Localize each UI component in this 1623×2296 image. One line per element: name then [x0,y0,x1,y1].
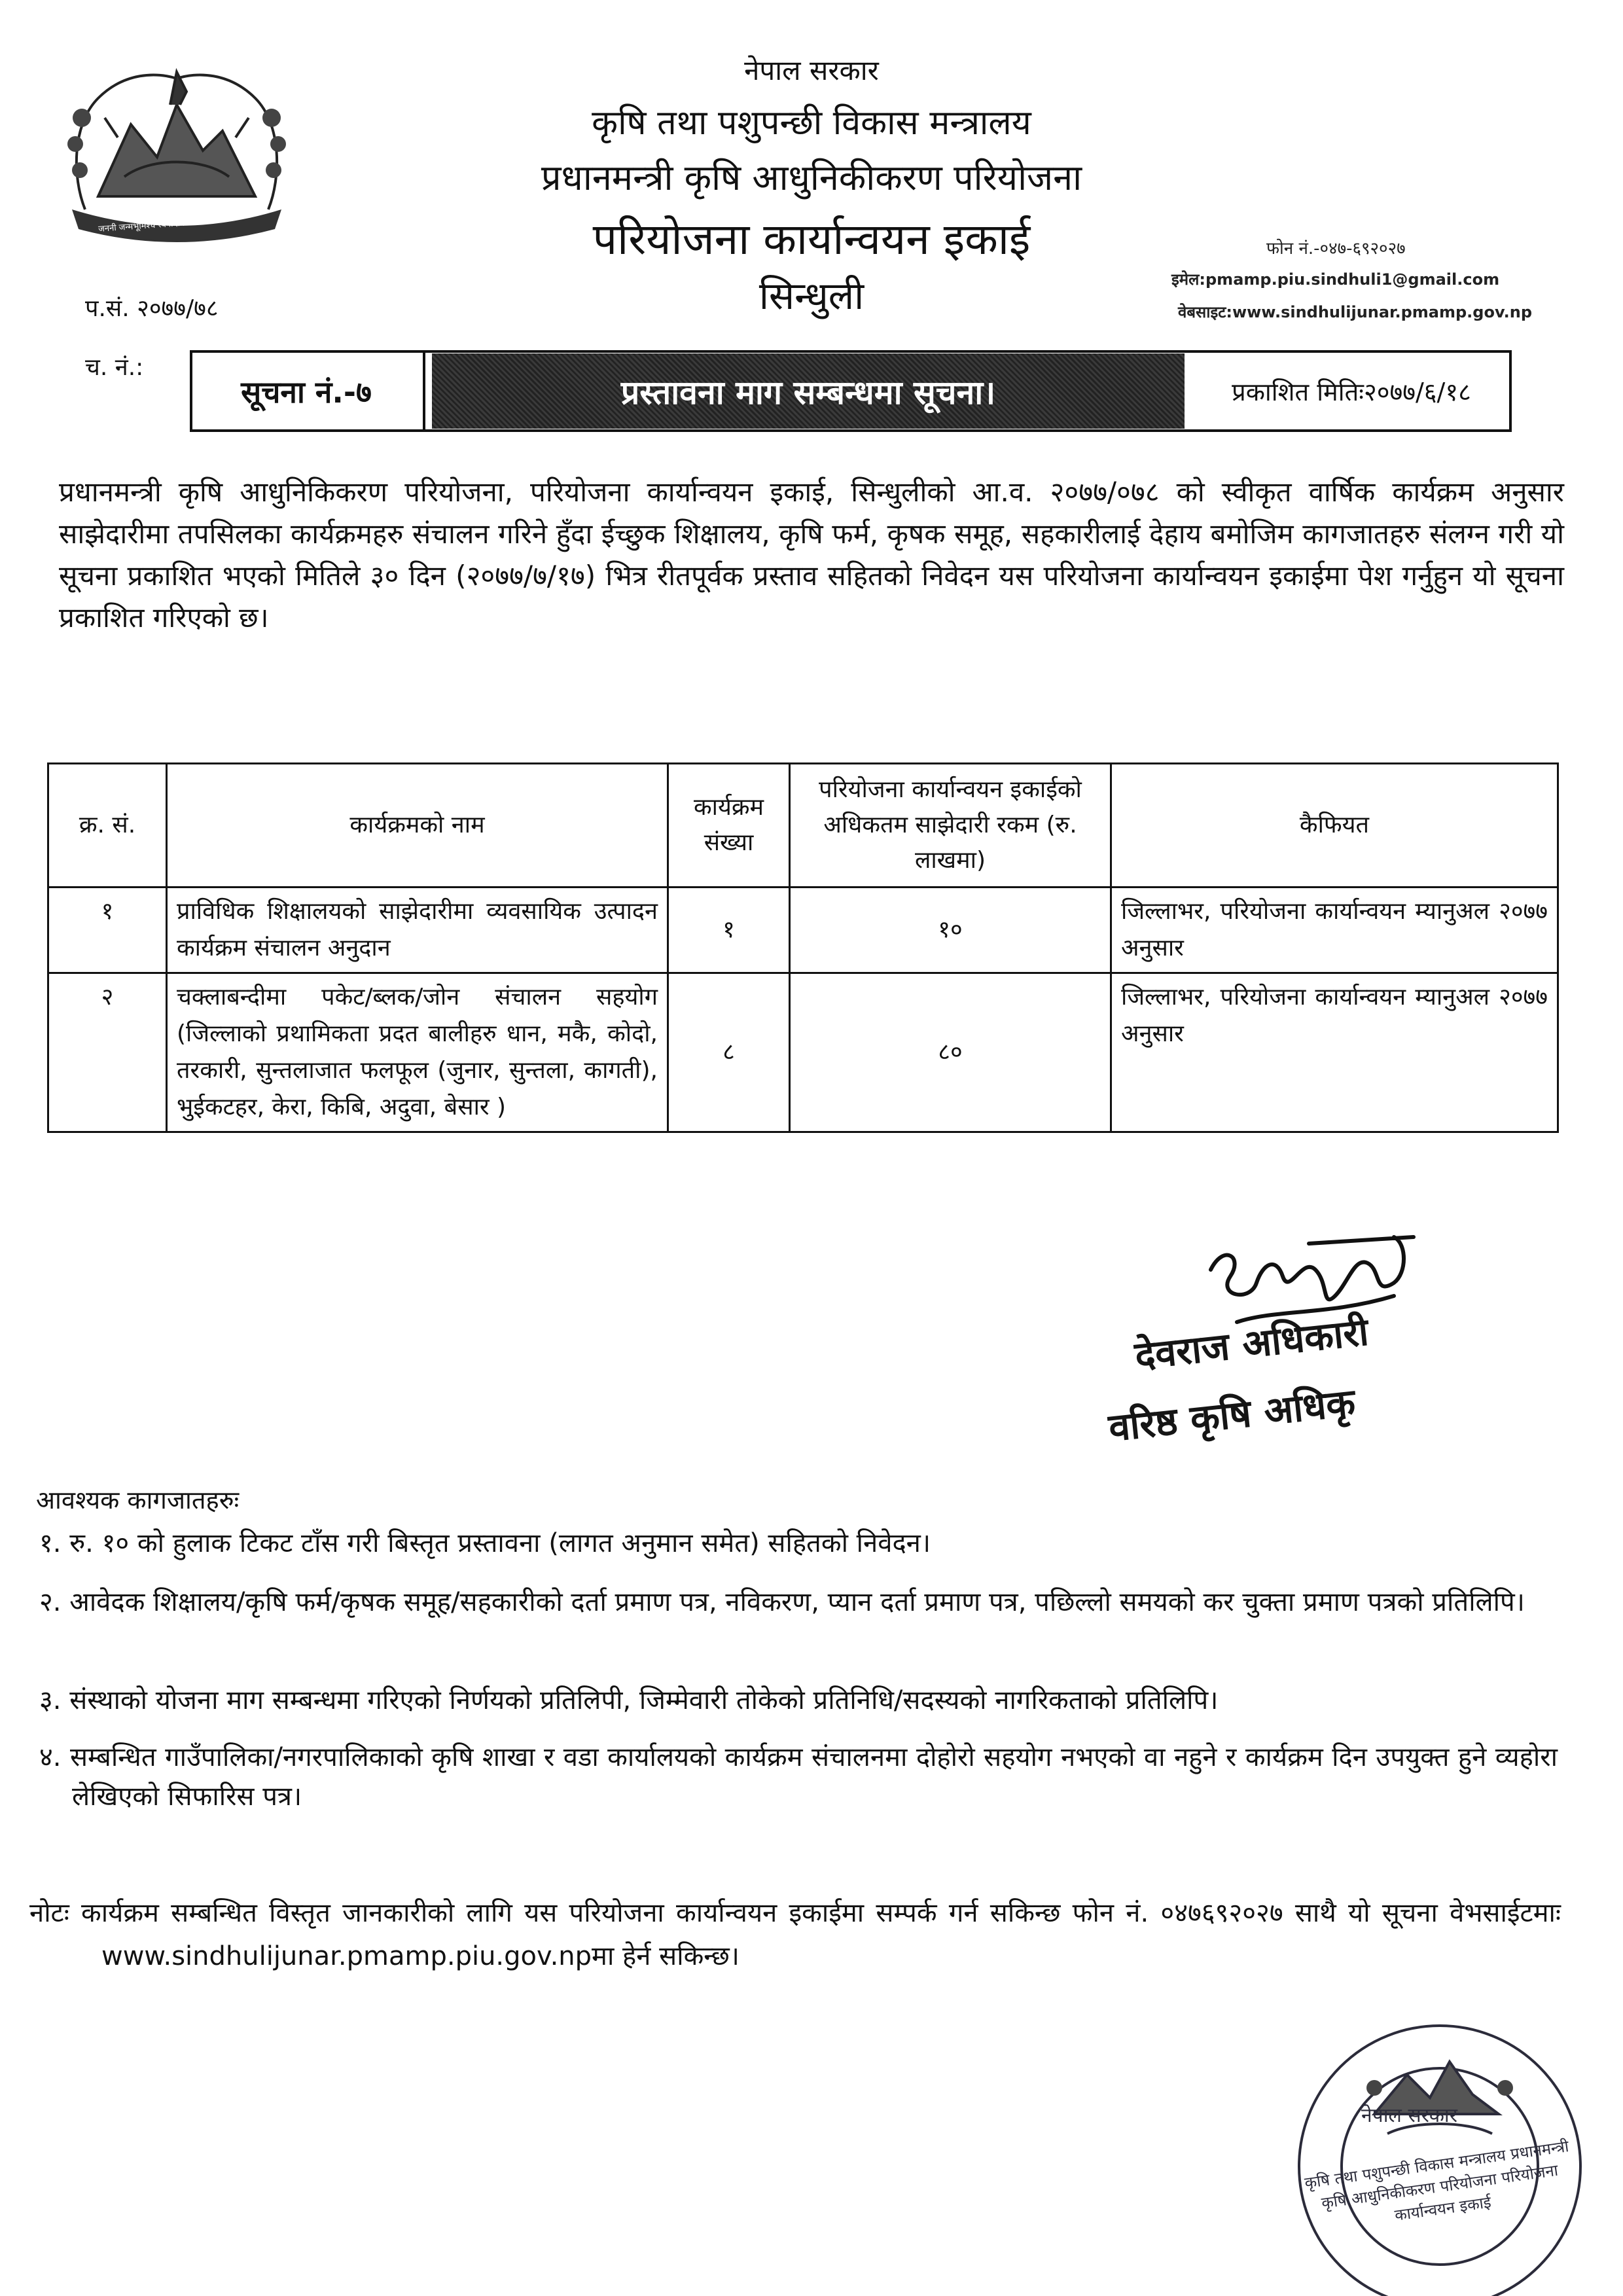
header-government: नेपाल सरकार [744,54,879,86]
header-ministry: कृषि तथा पशुपन्छी विकास मन्त्रालय [592,103,1031,143]
table-row [48,973,1558,1132]
table-header-row [48,764,1558,888]
intro-paragraph: प्रधानमन्त्री कृषि आधुनिकिकरण परियोजना, परियोजना कार्यान्वयन इकाई, सिन्धुलीको आ.व. २०७७/०७८ को स्वीकृत वार्षिक कार्यक्रम अनुसार साझेदारीमा तपसिलका कार्यक्रमहरु संचालन गरिने हुँदा ईच्छुक शिक्षालय, कृषि फर्म, कृषक समूह, सहकारीलाई देहाय बमोजिम कागजातहरु संलग्न गरी यो सूचना प्रकाशित भएको मितिले ३० दिन (२०७७/७/१७) भित्र रीतपूर्वक प्रस्ताव सहितको निवेदन यस परियोजना कार्यान्वयन इकाईमा पेश गर्नुहुन यो सूचना प्रकाशित गरिएको छ। [59,476,1564,634]
cell-program-count: १ [668,888,790,973]
cell-program-name: प्राविधिक शिक्षालयको साझेदारीमा व्यवसायिक उत्पादन कार्यक्रम संचालन अनुदान [167,888,668,973]
col-header-name: कार्यक्रमको नाम [167,764,668,888]
col-header-count: कार्यक्रम संख्या [668,764,790,888]
cell-program-count: ८ [668,973,790,1132]
cell-amount: १० [790,888,1111,973]
document-item: २. आवेदक शिक्षालय/कृषि फर्म/कृषक समूह/सहकारीको दर्ता प्रमाण पत्र, नविकरण, प्यान दर्ता प्रमाण पत्र, पछिल्लो समयको कर चुक्ता प्रमाण पत्रको प्रतिलिपि। [39,1587,1525,1617]
signatory-name: देवराज अधिकारी [1132,1309,1371,1378]
header-district: सिन्धुली [758,274,865,318]
programs-table [47,762,1559,1133]
document-item: १. रु. १० को हुलाक टिकट टाँस गरी बिस्तृत प्रस्तावना (लागत अनुमान समेत) सहितको निवेदन। [39,1528,931,1558]
cell-amount: ८० [790,973,1111,1132]
letter-reference-number: प.सं. २०७७/७८ [85,295,219,322]
notice-title: प्रस्तावना माग सम्बन्धमा सूचना। [432,353,1185,429]
stamp-ring-text: कृषि तथा पशुपन्छी विकास मन्त्रालय प्रधानमन्त्री कृषि आधुनिकीकरण परियोजना परियोजना कार्यान्वयन इकाई [1303,2137,1570,2225]
footer-note: नोटः कार्यक्रम सम्बन्धित विस्तृत जानकारीको लागि यस परियोजना कार्यान्वयन इकाईमा सम्पर्क गर्न सकिन्छ फोन नं. ०४७६९२०२७ साथै यो सूचना वेभसाईटमाः www.sindhulijunar.pmamp.piu.gov.npमा हेर्न सकिन्छ। [29,1898,1561,1971]
contact-email: इमेल:pmamp.piu.sindhuli1@gmail.com [1171,270,1500,289]
cell-sn: २ [48,973,167,1132]
col-header-sn: क्र. सं. [48,764,167,888]
cell-sn: १ [48,888,167,973]
signatory-title: वरिष्ठ कृषि अधिकृ [1106,1380,1358,1450]
stamp-top-text: नेपाल सरकार [1361,2104,1457,2127]
notice-number: सूचना नं.-७ [190,350,425,432]
document-item: ३. संस्थाको योजना माग सम्बन्धमा गरिएको निर्णयको प्रतिलिपी, जिम्मेवारी तोकेको प्रतिनिधि/सदस्यको नागरिकताको प्रतिलिपि। [39,1685,1219,1715]
emblem-motto: जननी जन्मभूमिश्च स्वर्गादपि गरीयसी [98,217,211,234]
cell-remarks: जिल्लाभर, परियोजना कार्यान्वयन म्यानुअल २०७७ अनुसार [1111,888,1558,973]
cell-remarks: जिल्लाभर, परियोजना कार्यान्वयन म्यानुअल २०७७ अनुसार [1111,973,1558,1132]
contact-phone: फोन नं.-०४७-६९२०२७ [1266,239,1406,259]
cell-program-name: चक्लाबन्दीमा पकेट/ब्लक/जोन संचालन सहयोग (जिल्लाको प्रथामिकता प्रदत बालीहरु धान, मकै, कोदो, तरकारी, सुन्तलाजात फलफूल (जुनार, सुन्तला, कागती), भुईकटहर, केरा, किबि, अदुवा, बेसार ) [167,973,668,1132]
notice-published-date: प्रकाशित मितिः२०७७/६/१८ [1232,377,1471,406]
contact-website: वेबसाइट:www.sindhulijunar.pmamp.gov.np [1178,303,1533,321]
col-header-amount: परियोजना कार्यान्वयन इकाईको अधिकतम साझेदारी रकम (रु. लाखमा) [790,764,1111,888]
dispatch-number-label: च. नं.: [85,354,144,381]
table-row [48,888,1558,973]
documents-heading: आवश्यक कागजातहरुः [36,1486,240,1515]
header-unit: परियोजना कार्यान्वयन इकाई [592,214,1031,264]
col-header-remarks: कैफियत [1111,764,1558,888]
document-item: ४. सम्बन्धित गाउँपालिका/नगरपालिकाको कृषि शाखा र वडा कार्यालयको कार्यक्रम संचालनमा दोहोरो सहयोग नभएको वा नहुने र कार्यक्रम दिन उपयुक्त हुने व्यहोरा लेखिएको सिफारिस पत्र। [39,1742,1558,1812]
header-project: प्रधानमन्त्री कृषि आधुनिकीकरण परियोजना [541,157,1082,198]
